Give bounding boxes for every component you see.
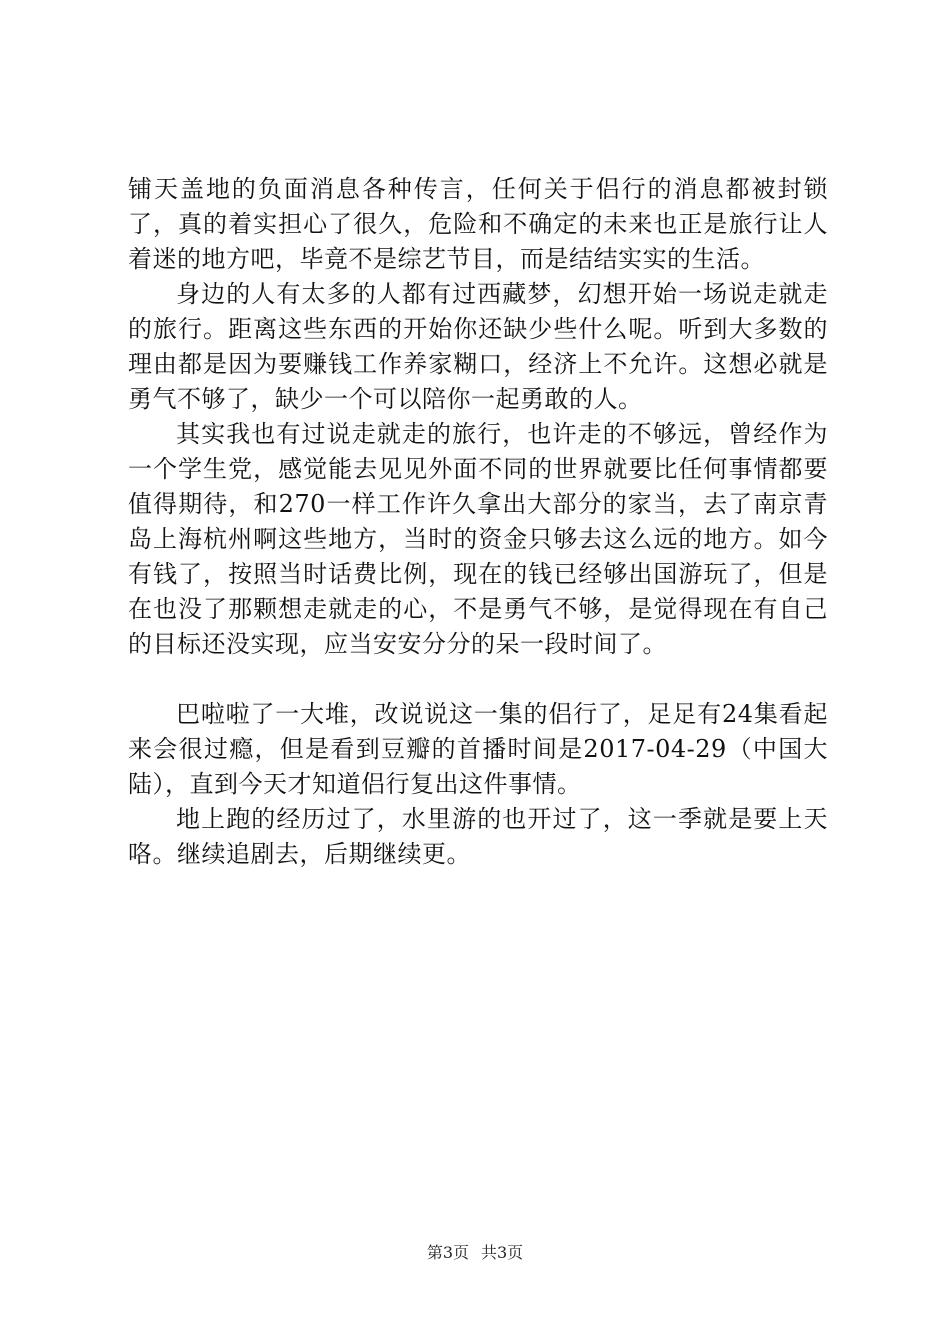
paragraph-5: 地上跑的经历过了，水里游的也开过了，这一季就是要上天咯。继续追剧去，后期继续更。 [128,805,828,868]
paragraph-4: 巴啦啦了一大堆，改说说这一集的侣行了，足足有24集看起来会很过瘾，但是看到豆瓣的首播时间是2017-04-29（中国大陆），直到今天才知道侣行复出这件事情。 [128,700,828,798]
paragraph-2: 身边的人有太多的人都有过西藏梦，幻想开始一场说走就走的旅行。距离这些东西的开始你还缺少些什么呢。听到大多数的理由都是因为要赚钱工作养家糊口，经济上不允许。这想必就是勇气不够了，缺少一个可以陪你一起勇敢的人。 [128,280,828,413]
paragraph-3: 其实我也有过说走就走的旅行，也许走的不够远，曾经作为一个学生党，感觉能去见见外面不同的世界就要比任何事情都要值得期待，和270一样工作许久拿出大部分的家当，去了南京青岛上海杭州啊这些地方，当时的资金只够去这么远的地方。如今有钱了，按照当时话费比例，现在的钱已经够出国游玩了，但是在也没了那颗想走就走的心，不是勇气不够，是觉得现在有自己的目标还没实现，应当安安分分的呆一段时间了。 [128,420,828,658]
page-total: 共3页 [481,1243,524,1262]
page-number: 第3页 [426,1243,469,1262]
document-body [128,172,828,872]
page-footer [0,1243,950,1263]
paragraph-1: 铺天盖地的负面消息各种传言，任何关于侣行的消息都被封锁了，真的着实担心了很久，危险和不确定的未来也正是旅行让人着迷的地方吧，毕竟不是综艺节目，而是结结实实的生活。 [128,175,828,273]
